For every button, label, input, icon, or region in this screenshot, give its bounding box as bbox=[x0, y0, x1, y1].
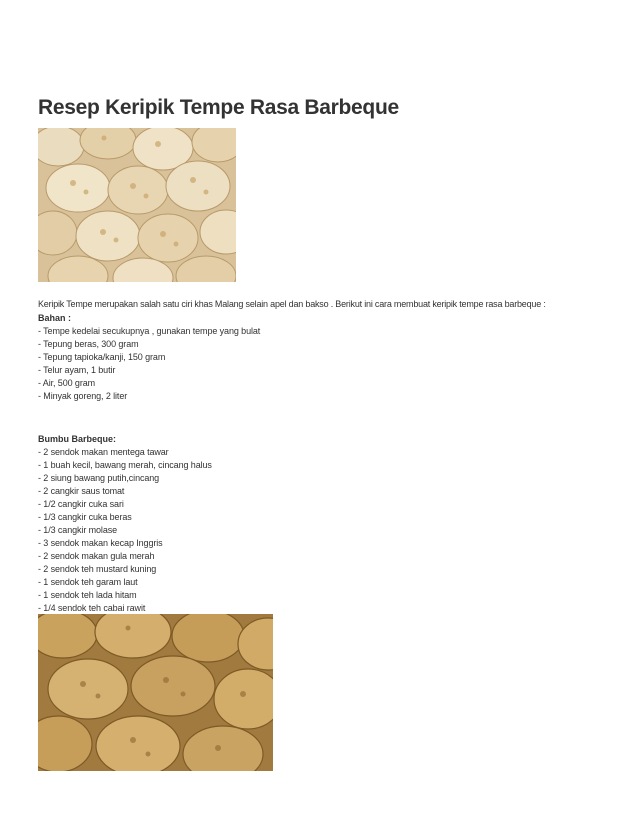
list-item: - Telur ayam, 1 butir bbox=[38, 365, 116, 375]
list-item: - 1 sendok teh lada hitam bbox=[38, 590, 137, 600]
intro-paragraph: Keripik Tempe merupakan salah satu ciri khas Malang selain apel dan bakso . Berikut ini cara membuat keripik tempe rasa barbeque : bbox=[38, 299, 546, 309]
list-item: - Minyak goreng, 2 liter bbox=[38, 391, 128, 401]
list-item: - Tepung tapioka/kanji, 150 gram bbox=[38, 352, 166, 362]
list-item: - 1/4 sendok teh cabai rawit bbox=[38, 603, 146, 613]
list-item: - 2 cangkir saus tomat bbox=[38, 486, 125, 496]
tempe-chips-photo-bottom bbox=[38, 614, 273, 771]
list-item: - Tepung beras, 300 gram bbox=[38, 339, 139, 349]
tempe-chips-photo-top bbox=[38, 128, 236, 282]
list-item: - 1 sendok teh garam laut bbox=[38, 577, 138, 587]
list-item: - 2 sendok teh mustard kuning bbox=[38, 564, 157, 574]
list-item: - Air, 500 gram bbox=[38, 378, 96, 388]
list-item: - Tempe kedelai secukupnya , gunakan tempe yang bulat bbox=[38, 326, 261, 336]
bumbu-section bbox=[38, 433, 212, 615]
bahan-list bbox=[38, 325, 260, 403]
list-item: - 1 buah kecil, bawang merah, cincang halus bbox=[38, 460, 212, 470]
list-item: - 1/3 cangkir molase bbox=[38, 525, 118, 535]
list-item: - 2 siung bawang putih,cincang bbox=[38, 473, 160, 483]
recipe-title: Resep Keripik Tempe Rasa Barbeque bbox=[38, 96, 399, 119]
list-item: - 3 sendok makan kecap Inggris bbox=[38, 538, 163, 548]
bahan-heading: Bahan : bbox=[38, 313, 72, 323]
list-item: - 2 sendok makan mentega tawar bbox=[38, 447, 169, 457]
list-item: - 1/2 cangkir cuka sari bbox=[38, 499, 124, 509]
bumbu-heading: Bumbu Barbeque: bbox=[38, 434, 117, 444]
bahan-section bbox=[38, 312, 260, 403]
bumbu-list bbox=[38, 446, 212, 615]
list-item: - 2 sendok makan gula merah bbox=[38, 551, 155, 561]
list-item: - 1/3 cangkir cuka beras bbox=[38, 512, 132, 522]
